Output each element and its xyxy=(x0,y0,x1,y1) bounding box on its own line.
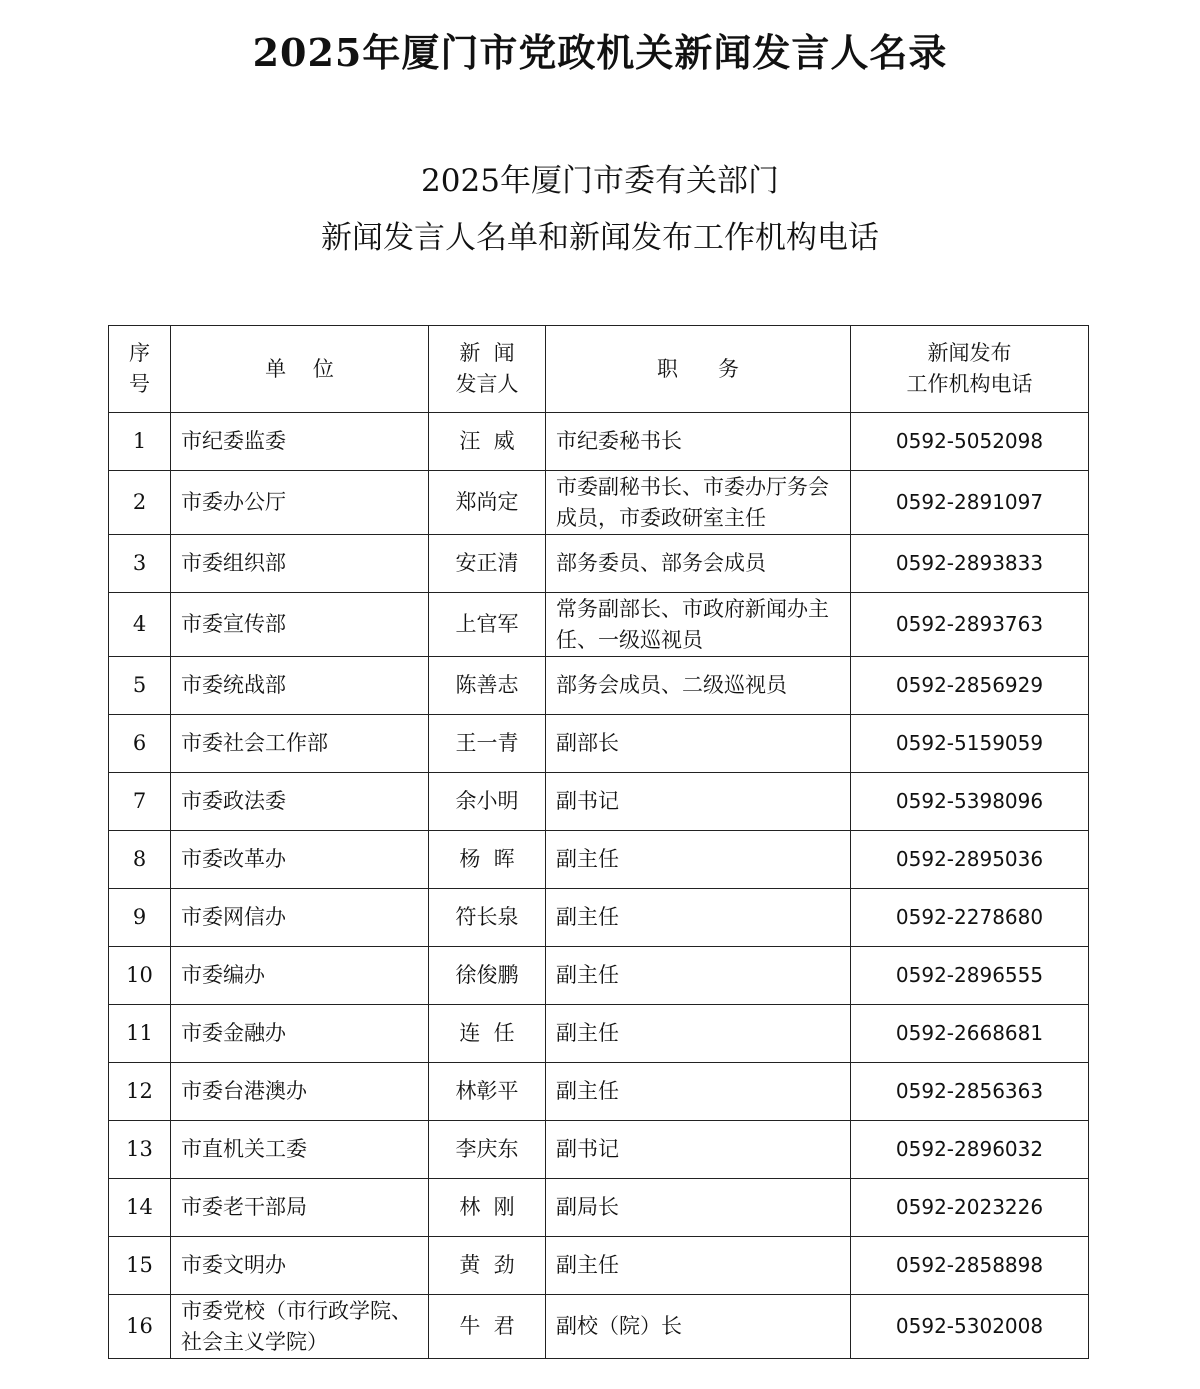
table-header-row xyxy=(109,326,1089,413)
row-unit: 市委组织部 xyxy=(171,535,429,593)
row-phone: 0592-5159059 xyxy=(851,715,1089,773)
header-number-line1: 序 xyxy=(129,341,150,365)
row-number: 3 xyxy=(109,535,171,593)
table-row xyxy=(109,831,1089,889)
table-row xyxy=(109,1121,1089,1179)
row-number: 10 xyxy=(109,947,171,1005)
row-unit: 市委社会工作部 xyxy=(171,715,429,773)
row-spokesperson: 安正清 xyxy=(429,535,546,593)
header-number-line2: 号 xyxy=(129,372,150,396)
row-phone: 0592-2856363 xyxy=(851,1063,1089,1121)
row-number: 2 xyxy=(109,471,171,535)
row-unit: 市纪委监委 xyxy=(171,413,429,471)
row-position: 副主任 xyxy=(546,831,851,889)
row-spokesperson: 黄 劲 xyxy=(429,1237,546,1295)
row-spokesperson: 余小明 xyxy=(429,773,546,831)
row-position: 副部长 xyxy=(546,715,851,773)
row-position: 副局长 xyxy=(546,1179,851,1237)
document-subtitle-line2: 新闻发言人名单和新闻发布工作机构电话 xyxy=(321,220,879,256)
row-spokesperson: 郑尚定 xyxy=(429,471,546,535)
row-number: 5 xyxy=(109,657,171,715)
header-unit xyxy=(171,326,429,413)
row-number: 15 xyxy=(109,1237,171,1295)
table-row xyxy=(109,535,1089,593)
row-position: 副书记 xyxy=(546,773,851,831)
table-row xyxy=(109,413,1089,471)
table-body xyxy=(109,413,1089,1359)
table-row xyxy=(109,1179,1089,1237)
table-row xyxy=(109,1295,1089,1359)
row-number: 14 xyxy=(109,1179,171,1237)
table-row xyxy=(109,1005,1089,1063)
row-spokesperson: 符长泉 xyxy=(429,889,546,947)
row-position: 副主任 xyxy=(546,889,851,947)
row-unit: 市委网信办 xyxy=(171,889,429,947)
row-number: 4 xyxy=(109,593,171,657)
row-unit: 市直机关工委 xyxy=(171,1121,429,1179)
row-spokesperson: 上官军 xyxy=(429,593,546,657)
header-phone-line1: 新闻发布 xyxy=(927,341,1012,365)
row-spokesperson: 连 任 xyxy=(429,1005,546,1063)
row-unit: 市委改革办 xyxy=(171,831,429,889)
row-number: 1 xyxy=(109,413,171,471)
row-position: 副校（院）长 xyxy=(546,1295,851,1359)
row-phone: 0592-2023226 xyxy=(851,1179,1089,1237)
row-unit: 市委党校（市行政学院、社会主义学院） xyxy=(171,1295,429,1359)
row-number: 8 xyxy=(109,831,171,889)
row-phone: 0592-5398096 xyxy=(851,773,1089,831)
row-spokesperson: 陈善志 xyxy=(429,657,546,715)
row-position: 部务会成员、二级巡视员 xyxy=(546,657,851,715)
row-spokesperson: 汪 威 xyxy=(429,413,546,471)
table-row xyxy=(109,715,1089,773)
header-spokesperson-line1: 新 闻 xyxy=(459,341,515,365)
header-unit-label: 单 位 xyxy=(265,356,334,381)
row-phone: 0592-2858898 xyxy=(851,1237,1089,1295)
row-spokesperson: 徐俊鹏 xyxy=(429,947,546,1005)
header-phone-line2: 工作机构电话 xyxy=(906,372,1033,396)
row-phone: 0592-5302008 xyxy=(851,1295,1089,1359)
row-unit: 市委宣传部 xyxy=(171,593,429,657)
row-number: 6 xyxy=(109,715,171,773)
table-row xyxy=(109,657,1089,715)
row-number: 16 xyxy=(109,1295,171,1359)
row-number: 9 xyxy=(109,889,171,947)
row-position: 副主任 xyxy=(546,1005,851,1063)
row-unit: 市委金融办 xyxy=(171,1005,429,1063)
row-phone: 0592-2856929 xyxy=(851,657,1089,715)
row-spokesperson: 林彰平 xyxy=(429,1063,546,1121)
row-spokesperson: 李庆东 xyxy=(429,1121,546,1179)
row-number: 12 xyxy=(109,1063,171,1121)
table-row xyxy=(109,1063,1089,1121)
row-position: 副主任 xyxy=(546,947,851,1005)
header-position xyxy=(546,326,851,413)
header-position-label: 职 务 xyxy=(656,356,740,381)
row-unit: 市委统战部 xyxy=(171,657,429,715)
table-row xyxy=(109,471,1089,535)
table-row xyxy=(109,593,1089,657)
spokesperson-table xyxy=(108,325,1089,1359)
row-position: 常务副部长、市政府新闻办主任、一级巡视员 xyxy=(546,593,851,657)
row-number: 11 xyxy=(109,1005,171,1063)
table-row xyxy=(109,1237,1089,1295)
row-spokesperson: 王一青 xyxy=(429,715,546,773)
row-number: 13 xyxy=(109,1121,171,1179)
row-phone: 0592-2891097 xyxy=(851,471,1089,535)
row-spokesperson: 牛 君 xyxy=(429,1295,546,1359)
row-position: 市纪委秘书长 xyxy=(546,413,851,471)
row-phone: 0592-2893833 xyxy=(851,535,1089,593)
row-unit: 市委台港澳办 xyxy=(171,1063,429,1121)
row-number: 7 xyxy=(109,773,171,831)
header-spokesperson-line2: 发言人 xyxy=(455,372,519,396)
row-phone: 0592-2895036 xyxy=(851,831,1089,889)
row-unit: 市委办公厅 xyxy=(171,471,429,535)
document-title: 2025年厦门市党政机关新闻发言人名录 xyxy=(252,30,948,75)
row-position: 副书记 xyxy=(546,1121,851,1179)
row-position: 部务委员、部务会成员 xyxy=(546,535,851,593)
table-row xyxy=(109,889,1089,947)
header-number xyxy=(109,326,171,413)
row-position: 副主任 xyxy=(546,1063,851,1121)
row-phone: 0592-2668681 xyxy=(851,1005,1089,1063)
header-spokesperson xyxy=(429,326,546,413)
row-spokesperson: 林 刚 xyxy=(429,1179,546,1237)
document-subtitle-line1: 2025年厦门市委有关部门 xyxy=(421,163,779,199)
row-unit: 市委文明办 xyxy=(171,1237,429,1295)
row-phone: 0592-2893763 xyxy=(851,593,1089,657)
row-position: 市委副秘书长、市委办厅务会成员，市委政研室主任 xyxy=(546,471,851,535)
header-phone xyxy=(851,326,1089,413)
row-phone: 0592-5052098 xyxy=(851,413,1089,471)
row-spokesperson: 杨 晖 xyxy=(429,831,546,889)
row-phone: 0592-2896032 xyxy=(851,1121,1089,1179)
row-unit: 市委编办 xyxy=(171,947,429,1005)
row-phone: 0592-2896555 xyxy=(851,947,1089,1005)
row-unit: 市委政法委 xyxy=(171,773,429,831)
table-header xyxy=(109,326,1089,413)
row-phone: 0592-2278680 xyxy=(851,889,1089,947)
row-unit: 市委老干部局 xyxy=(171,1179,429,1237)
row-position: 副主任 xyxy=(546,1237,851,1295)
table-row xyxy=(109,947,1089,1005)
table-row xyxy=(109,773,1089,831)
